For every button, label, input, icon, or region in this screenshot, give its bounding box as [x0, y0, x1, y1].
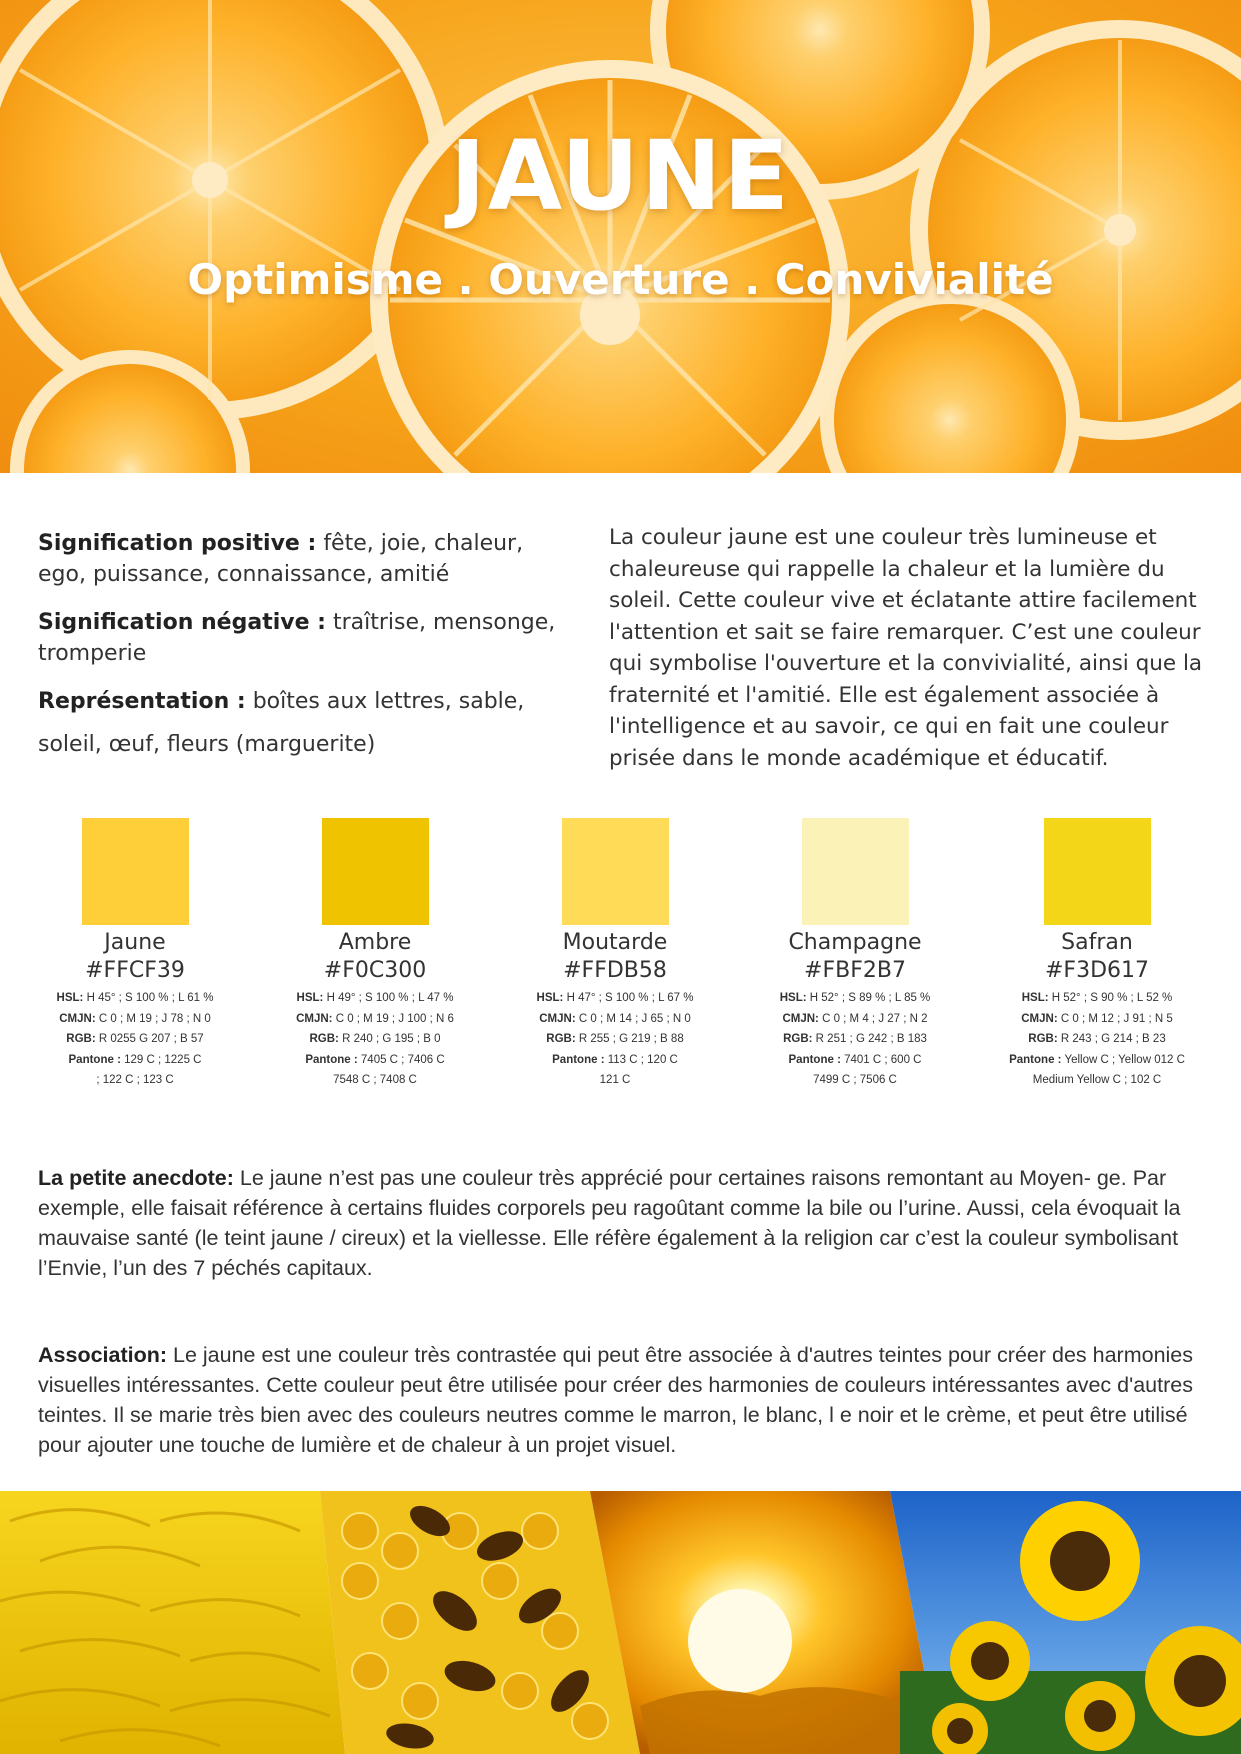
hsl-label: HSL:: [296, 992, 324, 1004]
representation-text: boîtes aux lettres, sable, soleil, œuf, fleurs (marguerite): [38, 689, 525, 757]
hsl-value: H 52° ; S 89 % ; L 85 %: [809, 992, 931, 1004]
cmjn-value: C 0 ; M 4 ; J 27 ; N 2: [822, 1012, 928, 1025]
pantone-value: Yellow C ; Yellow 012 C: [1064, 1053, 1185, 1066]
swatch-name: Safran: [1061, 930, 1133, 955]
negative-meaning: [38, 607, 578, 669]
page-subtitle: Optimisme . Ouverture . Convivialité: [187, 255, 1054, 304]
meanings-block: [38, 528, 578, 783]
swatch-pantone-more: 7548 C ; 7408 C: [333, 1074, 417, 1086]
hsl-label: HSL:: [536, 992, 564, 1004]
positive-meaning-label: Signification positive :: [38, 531, 317, 556]
swatch-hex: #F3D617: [1044, 958, 1150, 983]
swatch-hsl: [510, 988, 720, 1009]
color-chip: [1044, 818, 1151, 925]
swatch-pantone: [992, 1050, 1202, 1071]
rgb-label: RGB:: [546, 1033, 576, 1045]
swatch-card-jaune: [30, 818, 240, 1091]
swatch-cmjn: [510, 1009, 720, 1030]
swatch-hsl: [270, 988, 480, 1009]
bananas-photo: [0, 1491, 345, 1754]
hsl-value: H 47° ; S 100 % ; L 67 %: [566, 992, 694, 1004]
honeycomb-photo: [320, 1491, 640, 1754]
anecdote-label: La petite anecdote:: [38, 1166, 234, 1190]
association-label: Association:: [38, 1343, 168, 1367]
pantone-label: Pantone :: [552, 1053, 605, 1066]
rgb-value: R 255 ; G 219 ; B 88: [578, 1033, 684, 1045]
sunflowers-photo: [890, 1491, 1241, 1754]
swatch-hsl: [750, 988, 960, 1009]
swatch-hsl: [30, 988, 240, 1009]
color-chip: [82, 818, 189, 925]
negative-meaning-text: traîtrise, mensonge, tromperie: [38, 610, 556, 666]
hero-banner: [0, 0, 1241, 473]
swatch-rgb: [510, 1029, 720, 1050]
positive-meaning-text: fête, joie, chaleur, ego, puissance, connaissance, amitié: [38, 531, 524, 587]
negative-meaning-label: Signification négative :: [38, 610, 326, 635]
swatch-rgb: [992, 1029, 1202, 1050]
swatch-pantone: [510, 1050, 720, 1071]
hsl-value: H 49° ; S 100 % ; L 47 %: [326, 992, 454, 1004]
cmjn-label: CMJN:: [296, 1012, 333, 1025]
rgb-value: R 0255 G 207 ; B 57: [98, 1033, 204, 1045]
swatch-pantone-more: ; 122 C ; 123 C: [96, 1074, 174, 1086]
swatch-hex: #FFCF39: [85, 958, 185, 983]
hsl-value: H 52° ; S 90 % ; L 52 %: [1051, 992, 1173, 1004]
photo-collage: [0, 1491, 1241, 1754]
representation: [38, 680, 578, 766]
swatch-pantone-more: Medium Yellow C ; 102 C: [1032, 1074, 1162, 1086]
cmjn-value: C 0 ; M 14 ; J 65 ; N 0: [578, 1012, 691, 1025]
swatch-rgb: [750, 1029, 960, 1050]
swatch-hex: #FFDB58: [563, 958, 667, 983]
cmjn-value: C 0 ; M 19 ; J 100 ; N 6: [335, 1012, 454, 1025]
rgb-value: R 251 ; G 242 ; B 183: [815, 1033, 927, 1045]
representation-label: Représentation :: [38, 689, 246, 714]
swatch-name: Ambre: [338, 930, 412, 955]
swatch-card-ambre: [270, 818, 480, 1091]
swatch-rgb: [30, 1029, 240, 1050]
hsl-label: HSL:: [56, 992, 84, 1004]
pantone-value: 113 C ; 120 C: [607, 1053, 678, 1066]
swatch-pantone-more: 7499 C ; 7506 C: [813, 1074, 897, 1086]
swatch-name: Champagne: [788, 930, 922, 955]
photo-strip: [0, 1491, 1241, 1754]
positive-meaning: [38, 528, 578, 590]
cmjn-label: CMJN:: [782, 1012, 819, 1025]
hsl-label: HSL:: [1021, 992, 1049, 1004]
swatch-pantone-more: 121 C: [599, 1074, 631, 1086]
swatch-rgb: [270, 1029, 480, 1050]
anecdote-text: Le jaune n’est pas une couleur très apprécié pour certaines raisons remontant au Moyen- ge. Par exemple, elle faisait référence à certains fluides corporels peu ragoûtant comme la bile ou l’urine. Aussi, cela évoquait la mauvaise santé (le teint jaune / cireux) et la viellesse. Elle réfère également à la religion car c’est la couleur symbolisant l’Envie, l’un des 7 péchés capitaux.: [38, 1166, 1181, 1280]
cmjn-label: CMJN:: [59, 1012, 96, 1025]
color-chip: [562, 818, 669, 925]
swatch-pantone: [750, 1050, 960, 1071]
rgb-label: RGB:: [783, 1033, 813, 1045]
swatch-cmjn: [750, 1009, 960, 1030]
pantone-label: Pantone :: [305, 1053, 358, 1066]
swatch-cmjn: [992, 1009, 1202, 1030]
swatch-hex: #F0C300: [323, 958, 427, 983]
color-chip: [802, 818, 909, 925]
pantone-label: Pantone :: [1009, 1053, 1062, 1066]
swatch-card-safran: [992, 818, 1202, 1091]
rgb-value: R 243 ; G 214 ; B 23: [1060, 1033, 1166, 1045]
anecdote-paragraph: [38, 1163, 1213, 1283]
orange-slices-image: [0, 0, 1241, 473]
rgb-label: RGB:: [66, 1033, 96, 1045]
hsl-value: H 45° ; S 100 % ; L 61 %: [86, 992, 214, 1004]
cmjn-label: CMJN:: [539, 1012, 576, 1025]
cmjn-value: C 0 ; M 19 ; J 78 ; N 0: [98, 1012, 211, 1025]
swatch-name: Jaune: [104, 930, 166, 955]
pantone-value: 129 C ; 1225 C: [124, 1053, 202, 1066]
page-title: JAUNE: [450, 120, 791, 232]
swatch-pantone: [270, 1050, 480, 1071]
pantone-value: 7401 C ; 600 C: [844, 1053, 922, 1066]
swatch-hsl: [992, 988, 1202, 1009]
hsl-label: HSL:: [779, 992, 807, 1004]
color-chip: [322, 818, 429, 925]
swatch-pantone: [30, 1050, 240, 1071]
cmjn-value: C 0 ; M 12 ; J 91 ; N 5: [1060, 1012, 1173, 1025]
pantone-label: Pantone :: [788, 1053, 841, 1066]
pantone-label: Pantone :: [68, 1053, 121, 1066]
rgb-label: RGB:: [1028, 1033, 1058, 1045]
intro-paragraph: La couleur jaune est une couleur très lumineuse et chaleureuse qui rappelle la chaleur et la lumière du soleil. Cette couleur vive et éclatante attire facilement l'attention et sait se faire remarquer. C’est une couleur qui symbolise l'ouverture et la convivialité, ainsi que la fraternité et l'amitié. Elle est également associée à l'intelligence et au savoir, ce qui en fait une couleur prisée dans le monde académique et éducatif.: [609, 525, 1203, 771]
rgb-label: RGB:: [309, 1033, 339, 1045]
pantone-value: 7405 C ; 7406 C: [360, 1053, 445, 1066]
swatch-card-moutarde: [510, 818, 720, 1091]
cmjn-label: CMJN:: [1021, 1012, 1058, 1025]
swatch-cmjn: [270, 1009, 480, 1030]
sunset-photo: [590, 1491, 940, 1754]
swatch-name: Moutarde: [562, 930, 668, 955]
swatch-hex: #FBF2B7: [804, 958, 906, 983]
rgb-value: R 240 ; G 195 ; B 0: [342, 1033, 441, 1045]
swatch-cmjn: [30, 1009, 240, 1030]
association-paragraph: [38, 1340, 1213, 1460]
association-text: Le jaune est une couleur très contrastée qui peut être associée à d'autres teintes pour créer des harmonies visuelles intéressantes. Cette couleur peut être utilisée pour créer des harmonies de couleurs intéressantes avec d'autres teintes. Il se marie très bien avec des couleurs neutres comme le marron, le blanc, l e noir et le crème, et peut être utilisé pour ajouter une touche de lumière et de chaleur à un projet visuel.: [38, 1343, 1194, 1457]
swatch-card-champagne: [750, 818, 960, 1091]
